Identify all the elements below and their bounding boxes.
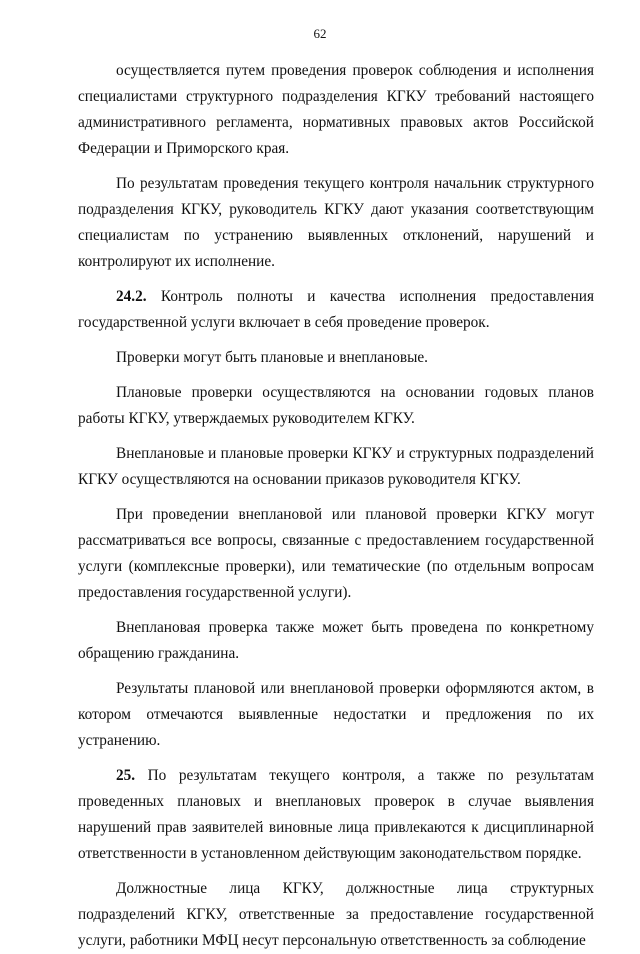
paragraph bbox=[78, 345, 594, 371]
paragraph-text: По результатам проведения текущего контроля начальник структурного подразделения КГКУ, руководитель КГКУ дают указания соответствующим специалистам по устранению выявленных отклонений, нарушений и контролируют их исполнение. bbox=[78, 175, 594, 270]
paragraph-text: Внеплановая проверка также может быть проведена по конкретному обращению гражданина. bbox=[78, 619, 594, 662]
paragraph-text: По результатам текущего контроля, а также по результатам проведенных плановых и внеплановых проверок в случае выявления нарушений прав заявителей виновные лица привлекаются к дисциплинарной ответственности в установленном действующим законодательством порядке. bbox=[78, 767, 594, 862]
paragraph bbox=[78, 441, 594, 493]
paragraph bbox=[78, 876, 594, 954]
paragraph bbox=[78, 171, 594, 275]
paragraph bbox=[78, 502, 594, 606]
page-number: 62 bbox=[313, 26, 327, 41]
section-number: 24.2. bbox=[116, 288, 147, 305]
paragraph-text: Плановые проверки осуществляются на основании годовых планов работы КГКУ, утверждаемых руководителем КГКУ. bbox=[78, 384, 594, 427]
paragraph-text: Внеплановые и плановые проверки КГКУ и структурных подразделений КГКУ осуществляются на основании приказов руководителя КГКУ. bbox=[78, 445, 594, 488]
paragraph-text: Контроль полноты и качества исполнения предоставления государственной услуги включает в себя проведение проверок. bbox=[78, 288, 595, 331]
paragraph-text: При проведении внеплановой или плановой проверки КГКУ могут рассматриваться все вопросы, связанные с предоставлением государственной услуги (комплексные проверки), или тематические (по отдельным вопросам предоставления государственной услуги). bbox=[78, 506, 594, 601]
paragraph bbox=[78, 58, 594, 162]
paragraph-text: осуществляется путем проведения проверок соблюдения и исполнения специалистами структурного подразделения КГКУ требований настоящего административного регламента, нормативных правовых актов Российской Федерации и Приморского края. bbox=[78, 62, 594, 157]
paragraph-text: Должностные лица КГКУ, должностные лица структурных подразделений КГКУ, ответственные за предоставление государственной услуги, работники МФЦ несут персональную ответственность за соблюдение bbox=[78, 880, 594, 949]
paragraph bbox=[78, 380, 594, 432]
paragraph-text: Проверки могут быть плановые и внеплановые. bbox=[116, 349, 428, 366]
paragraph bbox=[78, 615, 594, 667]
paragraph bbox=[78, 284, 594, 336]
paragraph bbox=[78, 763, 594, 867]
document-body bbox=[78, 58, 594, 954]
section-number: 25. bbox=[116, 767, 136, 784]
paragraph bbox=[78, 676, 594, 754]
paragraph-text: Результаты плановой или внеплановой проверки оформляются актом, в котором отмечаются выявленные недостатки и предложения по их устранению. bbox=[78, 680, 594, 749]
